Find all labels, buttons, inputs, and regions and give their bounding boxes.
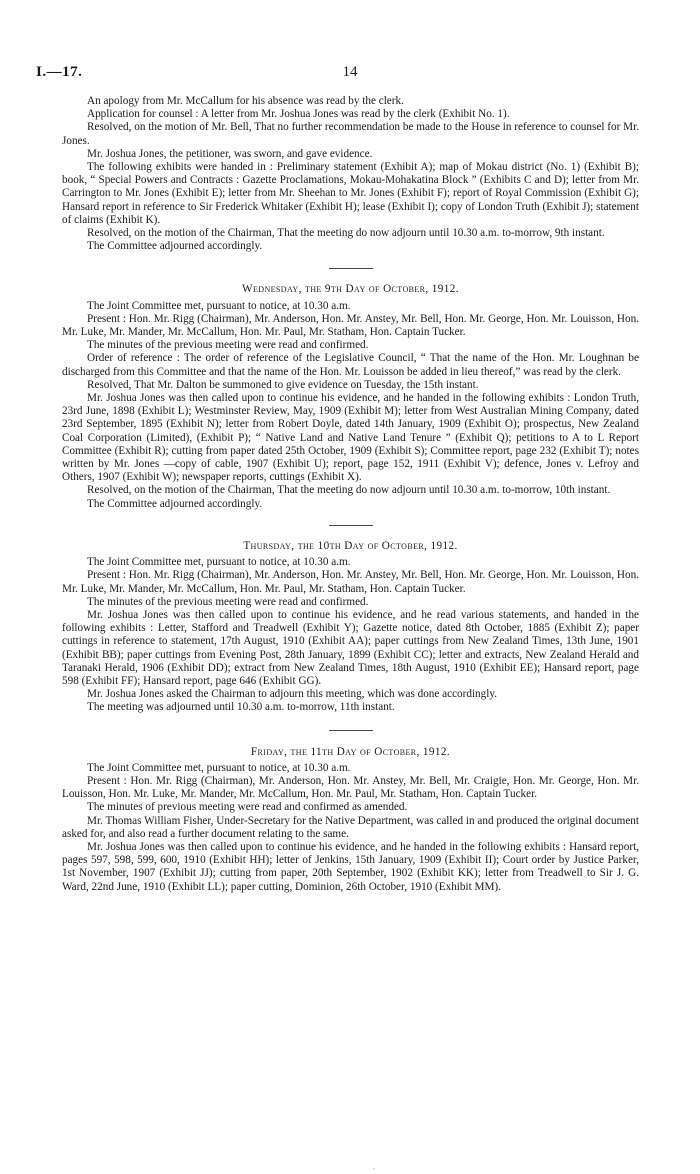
- paragraph: Present : Hon. Mr. Rigg (Chairman), Mr. Anderson, Hon. Mr. Anstey, Mr. Bell, Mr. Craigie, Hon. Mr. George, Hon. Mr. Louisson, Hon. Mr. Luke, Mr. Mander, Mr. McCallum, Hon. Mr. Paul, Mr. Statham, Hon. Captain Tucker.: [62, 774, 639, 801]
- section-10th-october: [62, 540, 639, 715]
- paragraph: The Joint Committee met, pursuant to notice, at 10.30 a.m.: [87, 556, 351, 569]
- paragraph: The following exhibits were handed in : Preliminary statement (Exhibit A); map of Mokau district (No. 1) (Exhibit B); book, “ Special Powers and Contracts : Gazette Proclamations, Mokau-Mohakatina Block ” (Exhibits C and D); letter from Mr. Carrington to Mr. Jones (Exhibit E); letter from Mr. Sheehan to Mr. Jones (Exhibit F); report of Royal Commission (Exhibit G); Hansard report in reference to Sir Frederick Whitaker (Exhibit H); lease (Exhibit I); copy of London Truth (Exhibit J); statement of claims (Exhibit K).: [62, 161, 639, 226]
- paragraph: Present : Hon. Mr. Rigg (Chairman), Mr. Anderson, Hon. Mr. Anstey, Mr. Bell, Hon. Mr. George, Hon. Mr. Louisson, Hon. Mr. Luke, Mr. Mander, Mr. McCallum, Hon. Mr. Paul, Mr. Statham, Hon. Captain Tucker.: [62, 312, 639, 339]
- paragraph: The Committee adjourned accordingly.: [87, 497, 263, 510]
- paragraph: The Joint Committee met, pursuant to notice, at 10.30 a.m.: [87, 299, 351, 312]
- paragraph: Present : Hon. Mr. Rigg (Chairman), Mr. Anderson, Hon. Mr. Anstey, Mr. Bell, Hon. Mr. George, Hon. Mr. Louisson, Hon. Mr. Luke, Mr. Mander, Mr. McCallum, Hon. Mr. Paul, Mr. Statham, Hon. Captain Tucker.: [62, 569, 639, 595]
- section-9th-october: [62, 283, 639, 510]
- page-header: [36, 64, 664, 84]
- paragraph: The Committee adjourned accordingly.: [87, 240, 263, 253]
- section-dateline: Wednesday, the 9th Day of October, 1912.: [242, 283, 459, 296]
- section-dateline: Friday, the 11th Day of October, 1912.: [250, 745, 451, 758]
- paragraph: The minutes of the previous meeting were read and confirmed.: [87, 595, 369, 608]
- paragraph: Application for counsel : A letter from Mr. Joshua Jones was read by the clerk (Exhibit No. 1).: [87, 108, 510, 121]
- paragraph: Mr. Joshua Jones was then called upon to continue his evidence, and he handed in the following exhibits : Hansard report, pages 597, 598, 599, 600, 1910 (Exhibit HH); letter of Jenkins, 15th January, 1909 (Exhibit II); Court order by Justice Parker, 1st November, 1907 (Exhibit JJ); cutting from paper, 20th September, 1902 (Exhibit KK); letter from Treadwell to Sir J. G. Ward, 22nd June, 1910 (Exhibit LL); paper cutting, Dominion, 26th October, 1910 (Exhibit MM).: [62, 840, 639, 893]
- paragraph: Mr. Joshua Jones was then called upon to continue his evidence, and he handed in the following exhibits : London Truth, 23rd June, 1898 (Exhibit L); Westminster Review, May, 1909 (Exhibit M); letter from West Australian Mining Company, dated 23rd September, 1895 (Exhibit N); letter from Robert Doyle, dated 14th January, 1909 (Exhibit O); prospectus, New Zealand Coal Corporation (Limited), (Exhibit P); “ Native Land and Native Land Tenure ” (Exhibit Q); petitions to A to L Report Committee (Exhibit R); cutting from paper dated 25th October, 1909 (Exhibit S); Committee report, page 232 (Exhibit T); notes written by Mr. Jones —copy of cable, 1907 (Exhibit U); report, page 152, 1911 (Exhibit V); defence, Jones v. Lefroy and Others, 1907 (Exhibit W); newspaper reports, cuttings (Exhibit X).: [62, 392, 639, 484]
- paragraph: Resolved, on the motion of Mr. Bell, That no further recommendation be made to the House in reference to counsel for Mr. Jones.: [62, 121, 639, 147]
- section-divider: [62, 511, 639, 540]
- paragraph: Mr. Joshua Jones asked the Chairman to adjourn this meeting, which was done accordingly.: [87, 688, 498, 701]
- section-8th-october: [62, 95, 639, 253]
- paragraph: The minutes of previous meeting were read and confirmed as amended.: [87, 801, 408, 814]
- section-dateline: Thursday, the 10th Day of October, 1912.: [243, 539, 458, 552]
- section-11th-october: [62, 746, 639, 894]
- paragraph: Mr. Joshua Jones was then called upon to continue his evidence, and he read various statements, and handed in the following exhibits : Letter, Stafford and Treadwell (Exhibit Y); Gazette notice, dated 8th October, 1885 (Exhibit Z); paper cuttings in reference to statement, 17th August, 1910 (Exhibit AA); paper cuttings from New Zealand Times, 13th June, 1901 (Exhibit BB); paper cuttings from Evening Post, 28th January, 1899 (Exhibit CC); letter and extracts, New Zealand Herald and Taranaki Herald, 1906 (Exhibit DD); extract from New Zealand Times, 18th August, 1910 (Exhibit EE); Hansard report, page 598 (Exhibit FF); Hansard report, page 646 (Exhibit GG).: [62, 608, 639, 687]
- paragraph: Resolved, on the motion of the Chairman, That the meeting do now adjourn until 10.30 a.m. to-morrow, 9th instant.: [87, 227, 605, 240]
- paragraph: Order of reference : The order of reference of the Legislative Council, “ That the name of the Hon. Mr. Loughnan be discharged from this Committee and that the name of the Hon. Mr. Louisson be added in lieu thereof,” was read by the clerk.: [62, 352, 639, 378]
- paragraph: Mr. Thomas William Fisher, Under-Secretary for the Native Department, was called in and produced the original document asked for, and also read a further document relating to the same.: [62, 814, 639, 840]
- paragraph: Resolved, That Mr. Dalton be summoned to give evidence on Tuesday, the 15th instant.: [87, 378, 479, 391]
- section-divider: [62, 253, 639, 283]
- paragraph: Mr. Joshua Jones, the petitioner, was sworn, and gave evidence.: [87, 147, 373, 160]
- footer-mark: ,: [373, 1162, 375, 1171]
- page-number: 14: [342, 64, 358, 80]
- paragraph: An apology from Mr. McCallum for his absence was read by the clerk.: [87, 95, 404, 107]
- paragraph: The Joint Committee met, pursuant to notice, at 10.30 a.m.: [87, 761, 351, 774]
- paragraph: Resolved, on the motion of the Chairman, That the meeting do now adjourn until 10.30 a.m. to-morrow, 10th instant.: [87, 484, 611, 497]
- document-body: [62, 95, 639, 894]
- paragraph: The minutes of the previous meeting were read and confirmed.: [87, 339, 369, 352]
- paragraph: The meeting was adjourned until 10.30 a.m. to-morrow, 11th instant.: [87, 701, 395, 714]
- section-divider: [62, 715, 639, 746]
- page-ref: I.—17.: [36, 64, 83, 80]
